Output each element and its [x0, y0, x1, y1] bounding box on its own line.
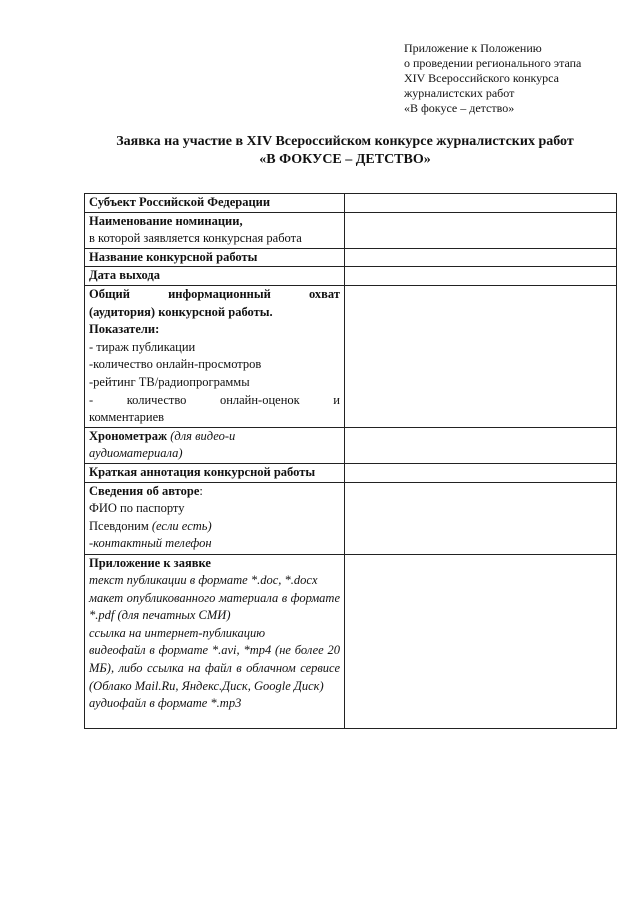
label-attachment: [85, 554, 345, 728]
header-note-line: журналистских работ: [404, 86, 515, 100]
indicator-word: количество: [126, 392, 187, 407]
audience-word: информационный: [168, 286, 271, 301]
title-line-2: «В ФОКУСЕ – ДЕТСТВО»: [259, 152, 431, 167]
audience-word: охват: [308, 286, 340, 301]
author-pseudo-note: (если есть): [151, 518, 212, 533]
field-audience: [345, 285, 617, 427]
timing-note: (для видео-и: [170, 428, 236, 443]
label-annotation: Краткая аннотация конкурсной работы: [85, 463, 345, 482]
label-work-name: Название конкурсной работы: [85, 248, 345, 267]
label-subject: Субъект Российской Федерации: [85, 194, 345, 213]
label-nomination: [85, 212, 345, 248]
title-line-1: Заявка на участие в XIV Всероссийском конкурсе журналистских работ: [116, 134, 574, 149]
attachment-item: видеофайл в формате *.avi, *mp4 (не более 20 МБ), либо ссылка на файл в облачном сервисе (Облако Mail.Ru, Яндекс.Диск, Google Диск): [89, 643, 340, 693]
table-row: [85, 194, 617, 213]
indicator-item: [89, 392, 340, 410]
indicators-heading: Показатели:: [89, 322, 160, 337]
nomination-title: Наименование номинации,: [89, 213, 243, 228]
attachment-item: текст публикации в формате *.doc, *.docx: [89, 573, 318, 588]
header-note-line: Приложение к Положению: [404, 41, 542, 55]
table-row: [85, 285, 617, 427]
indicator-item: - тираж публикации: [89, 339, 196, 354]
header-note-line: XIV Всероссийского конкурса: [404, 71, 559, 85]
audience-line: [89, 286, 340, 304]
field-subject: [345, 194, 617, 213]
author-phone-label: -контактный телефон: [89, 536, 212, 551]
audience-line-2: (аудитория) конкурсной работы.: [89, 304, 273, 319]
indicator-word: и: [333, 392, 340, 407]
nomination-text: в которой заявляется конкурсная работа: [89, 231, 302, 246]
indicator-word: -: [89, 392, 94, 407]
attachment-item: аудиофайл в формате *.mp3: [89, 696, 242, 711]
table-row: [85, 427, 617, 463]
label-release-date: Дата выхода: [85, 267, 345, 286]
indicator-item-cont: комментариев: [89, 410, 165, 425]
label-timing: [85, 427, 345, 463]
label-audience: [85, 285, 345, 427]
field-author: [345, 482, 617, 554]
timing-title: Хронометраж: [89, 428, 168, 443]
header-note-line: «В фокусе – детство»: [404, 101, 515, 115]
application-form-table: [84, 193, 617, 729]
field-attachment: [345, 554, 617, 728]
author-name-label: ФИО по паспорту: [89, 501, 185, 516]
indicator-word: онлайн-оценок: [219, 392, 300, 407]
field-work-name: [345, 248, 617, 267]
field-annotation: [345, 463, 617, 482]
indicator-item: -количество онлайн-просмотров: [89, 357, 262, 372]
field-nomination: [345, 212, 617, 248]
header-note-line: о проведении регионального этапа: [404, 56, 582, 70]
attachment-item: макет опубликованного материала в формате *.pdf (для печатных СМИ): [89, 590, 340, 623]
field-release-date: [345, 267, 617, 286]
table-row: [85, 267, 617, 286]
audience-word: Общий: [89, 286, 130, 301]
table-row: [85, 212, 617, 248]
author-pseudo-label: Псевдоним: [89, 518, 149, 533]
table-row: [85, 482, 617, 554]
author-title: Сведения об авторе: [89, 483, 200, 498]
attachment-item: ссылка на интернет-публикацию: [89, 625, 266, 640]
table-row: [85, 248, 617, 267]
table-row: [85, 554, 617, 728]
timing-note-2: аудиоматериала): [89, 446, 183, 461]
field-timing: [345, 427, 617, 463]
document-title: [60, 133, 630, 169]
table-row: [85, 463, 617, 482]
indicator-item: -рейтинг ТВ/радиопрограммы: [89, 374, 250, 389]
label-author: [85, 482, 345, 554]
attachment-title: Приложение к заявке: [89, 555, 211, 570]
header-note: [404, 41, 634, 116]
author-colon: :: [199, 483, 203, 498]
